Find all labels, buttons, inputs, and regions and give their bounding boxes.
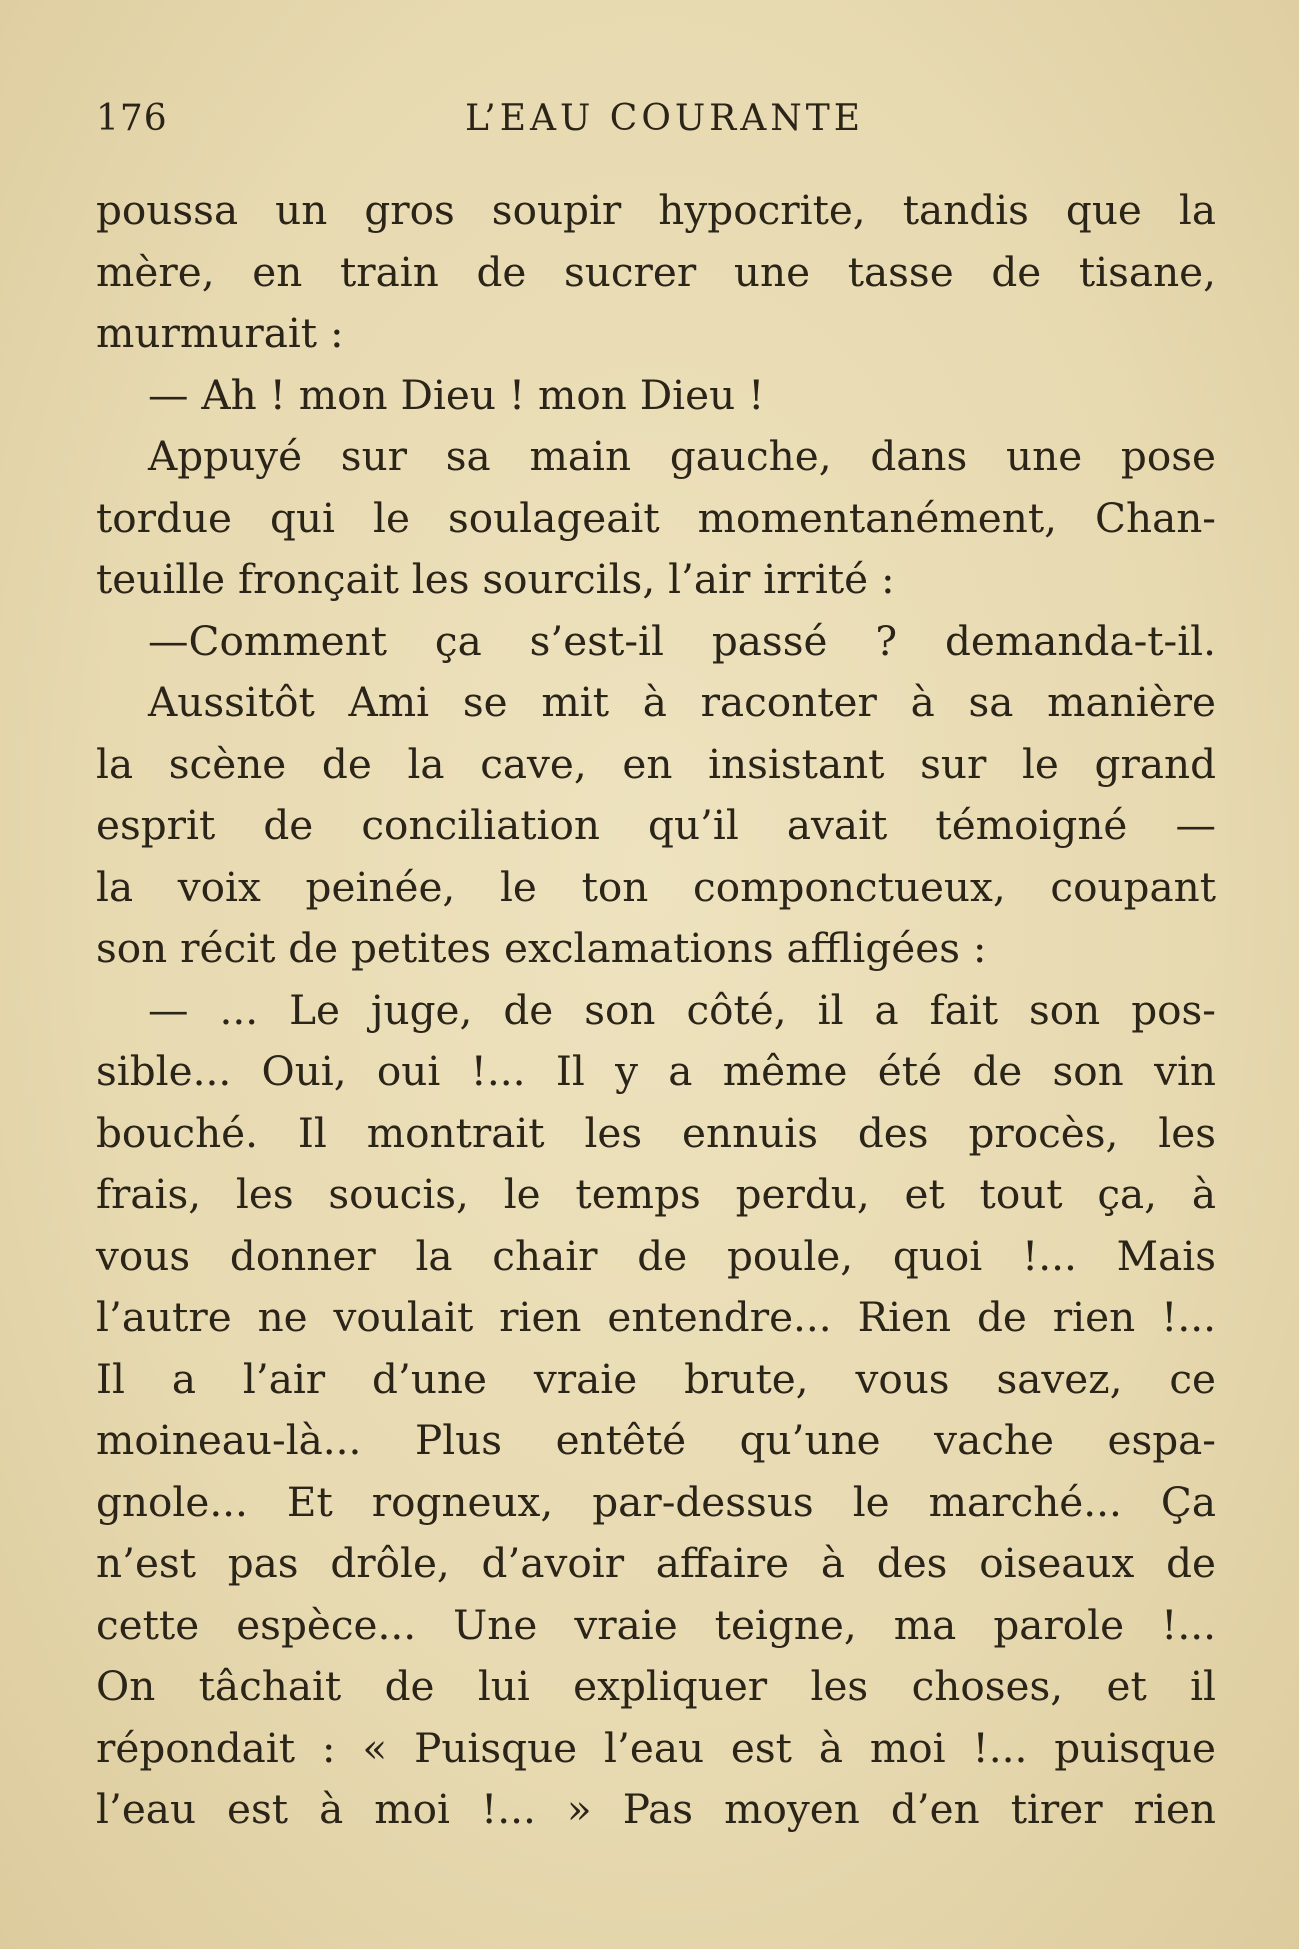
text-line: murmurait : (96, 309, 344, 357)
text-line: poussa un gros soupir hypocrite, tandis que la (96, 186, 1216, 234)
text-line: —Comment ça s’est-il passé ? demanda-t-il. (148, 616, 1216, 665)
text-line: bouché. Il montrait les ennuis des procès, les (96, 1108, 1216, 1157)
body-text (96, 180, 1216, 1841)
text-line: frais, les soucis, le temps perdu, et tout ça, à (96, 1170, 1216, 1218)
text-line: esprit de conciliation qu’il avait témoigné — (96, 801, 1216, 849)
page-header (0, 98, 1299, 148)
text-line: gnole... Et rogneux, par-dessus le marché... Ça (96, 1477, 1216, 1526)
text-line: — ... Le juge, de son côté, il a fait son pos- (148, 985, 1216, 1034)
text-line: tordue qui le soulageait momentanément, Chan- (96, 493, 1216, 542)
text-line: teuille fronçait les sourcils, l’air irrité : (96, 555, 895, 603)
text-line: mère, en train de sucrer une tasse de tisane, (96, 247, 1216, 296)
text-line: — Ah ! mon Dieu ! mon Dieu ! (148, 370, 765, 419)
text-line: répondait : « Puisque l’eau est à moi !... puisque (96, 1723, 1216, 1772)
text-line: sible... Oui, oui !... Il y a même été de son vin (96, 1047, 1216, 1095)
text-line: l’eau est à moi !... » Pas moyen d’en tirer rien (96, 1785, 1216, 1833)
text-line: n’est pas drôle, d’avoir affaire à des oiseaux de (96, 1539, 1216, 1587)
text-line: la voix peinée, le ton componctueux, coupant (96, 862, 1216, 911)
text-line: vous donner la chair de poule, quoi !... Mais (96, 1231, 1216, 1280)
running-title: L’EAU COURANTE (465, 98, 865, 139)
text-line: moineau-là... Plus entêté qu’une vache espa- (96, 1416, 1216, 1464)
text-line: On tâchait de lui expliquer les choses, et il (96, 1662, 1216, 1710)
text-line: l’autre ne voulait rien entendre... Rien de rien !... (96, 1293, 1216, 1341)
text-line: la scène de la cave, en insistant sur le grand (96, 739, 1216, 788)
page-number: 176 (96, 98, 168, 139)
text-line: Appuyé sur sa main gauche, dans une pose (148, 432, 1216, 480)
text-line: cette espèce... Une vraie teigne, ma parole !... (96, 1600, 1216, 1649)
text-line: Aussitôt Ami se mit à raconter à sa manière (148, 678, 1216, 726)
text-line: Il a l’air d’une vraie brute, vous savez, ce (96, 1354, 1216, 1403)
text-line: son récit de petites exclamations affligées : (96, 924, 987, 972)
